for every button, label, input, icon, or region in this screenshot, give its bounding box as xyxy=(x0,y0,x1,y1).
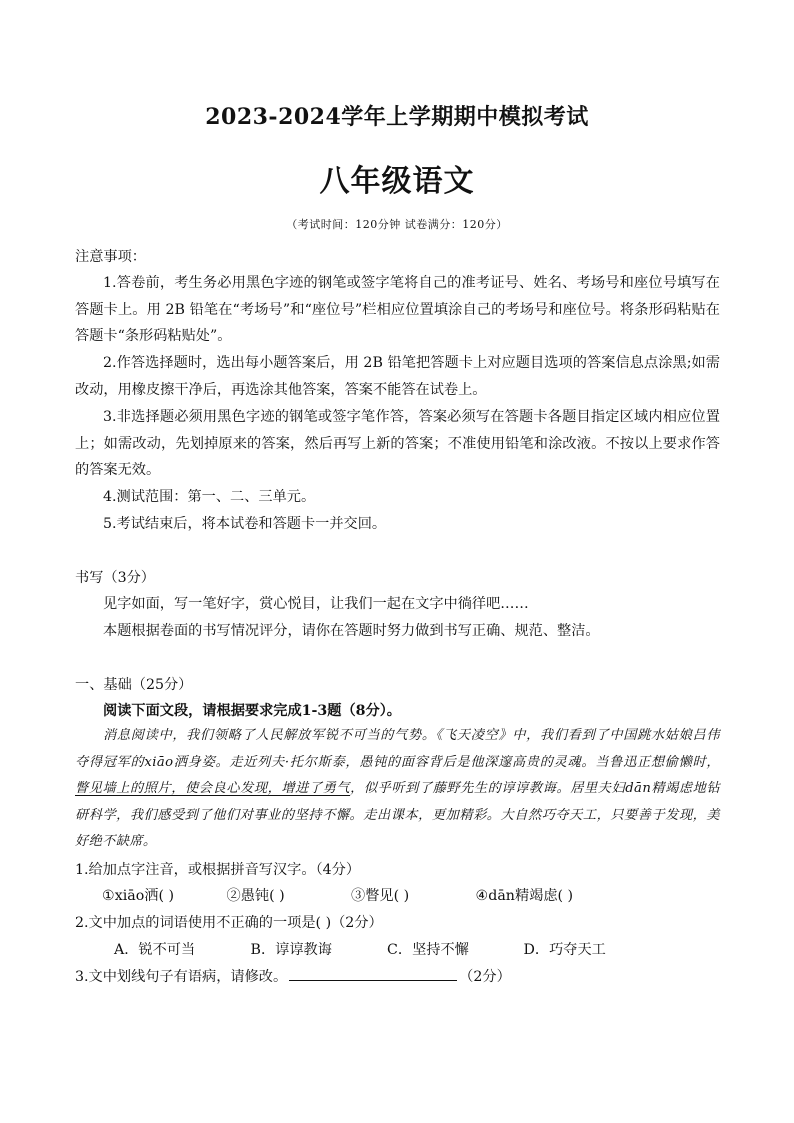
q1-option-3: ③瞥见( ) xyxy=(351,888,410,904)
note-item-1: 1.答卷前，考生务必用黑色字迹的钢笔或签字笔将自己的准考证号、姓名、考场号和座位号填写在答题卡上。用 2B 铅笔在“考场号”和“座位号”栏相应位置填涂自己的考场号和座位号。将条形码粘贴在答题卡“条形码粘贴处”。 xyxy=(75,275,720,344)
passage-part-1: 消息阅读中，我们领略了人民解放军锐不可当的气势。《飞天凌空》中，我们看到了中国跳水姑娘吕伟夺得冠军的xiāo洒身姿。走近列夫·托尔斯泰，愚钝的面容背后是他深邃高贵的灵魂。当鲁迅正想偷懒时， xyxy=(75,728,720,770)
writing-heading: 书写（3分） xyxy=(75,570,155,586)
q2-option-a: A．锐不可当 xyxy=(114,942,196,958)
q2-option-b: B．谆谆教诲 xyxy=(250,942,332,958)
q1-option-4: ④dān精竭虑( ) xyxy=(475,888,574,904)
reading-passage xyxy=(75,723,720,856)
note-item-3: 3.非选择题必须用黑色字迹的钢笔或签字笔作答，答案必须写在答题卡各题目指定区域内相应位置上；如需改动，先划掉原来的答案，然后再写上新的答案；不准使用铅笔和涂改液。不按以上要求作答的答案无效。 xyxy=(75,409,720,478)
question-1-options xyxy=(102,883,573,910)
question-3 xyxy=(75,964,511,991)
writing-line-1: 见字如面，写一笔好字，赏心悦目，让我们一起在文字中徜徉吧…… xyxy=(103,596,529,612)
note-item-4: 4.测试范围：第一、二、三单元。 xyxy=(103,489,316,505)
reading-instruction: 阅读下面文段，请根据要求完成1-3题（8分）。 xyxy=(103,703,401,719)
passage-part-2: ，似乎听到了藤野先生的谆谆教诲。居里夫妇dān精竭虑地钻研科学，我们感受到了他们对事业的坚持不懈。走出课本，更加精彩。大自然巧夺天工，只要善于发现，美好绝不缺席。 xyxy=(75,781,720,849)
question-1: 1.给加点字注音，或根据拼音写汉字。（4分） xyxy=(75,862,361,878)
q2-option-d: D．巧夺天工 xyxy=(523,942,606,958)
q3-points: （2分） xyxy=(459,969,511,985)
q1-option-2: ②愚钝( ) xyxy=(226,888,285,904)
note-item-2: 2.作答选择题时，选出每小题答案后，用 2B 铅笔把答题卡上对应题目选项的答案信息点涂黑;如需改动，用橡皮擦干净后，再选涂其他答案，答案不能答在试卷上。 xyxy=(75,355,720,398)
underlined-sentence: 瞥见墙上的照片，使会良心发现，增进了勇气 xyxy=(75,781,351,796)
subject-title: 八年级语文 xyxy=(319,164,475,199)
answer-blank[interactable] xyxy=(289,966,457,981)
q2-option-c: C．坚持不懈 xyxy=(387,942,469,958)
q3-text: 3.文中划线句子有语病，请修改。 xyxy=(75,969,288,985)
exam-title: 2023-2024学年上学期期中模拟考试 xyxy=(205,104,589,130)
question-2: 2.文中加点的词语使用不正确的一项是( )（2分） xyxy=(75,915,383,931)
exam-info: （考试时间：120分钟 试卷满分：120分） xyxy=(286,218,508,231)
q1-option-1: ①xiāo洒( ) xyxy=(102,888,175,904)
section-1-heading: 一、基础（25分） xyxy=(75,677,193,693)
note-item-5: 5.考试结束后，将本试卷和答题卡一并交回。 xyxy=(103,516,387,532)
writing-line-2: 本题根据卷面的书写情况评分，请你在答题时努力做到书写正确、规范、整洁。 xyxy=(103,623,600,639)
notes-heading: 注意事项： xyxy=(75,249,146,265)
question-2-options xyxy=(114,937,606,964)
